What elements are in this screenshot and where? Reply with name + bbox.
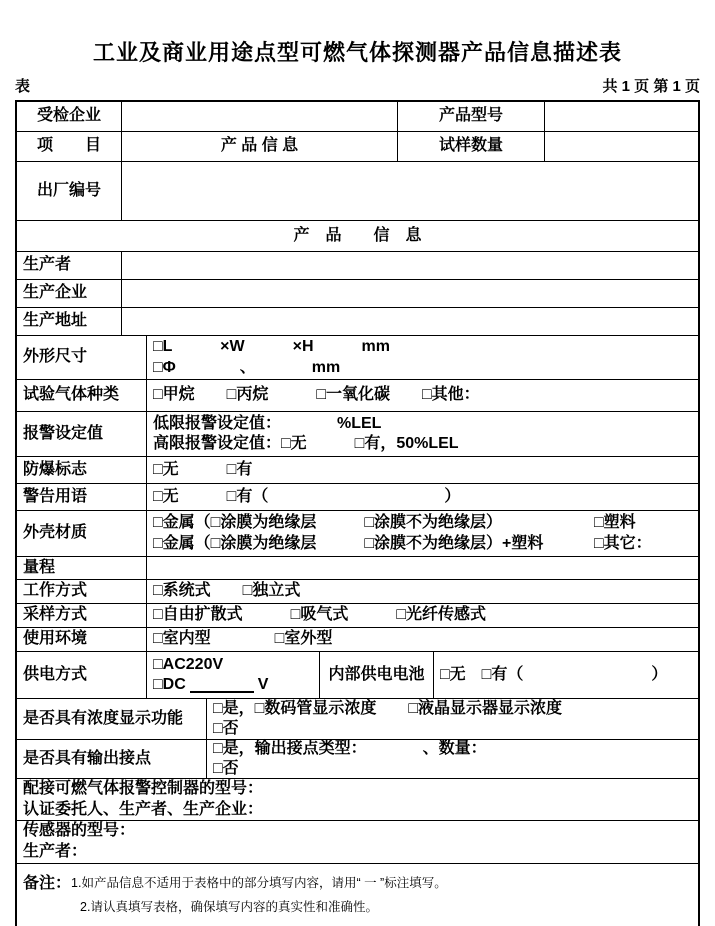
table-row — [17, 162, 698, 221]
alarm-high-limit: 高限报警设定值：□无 □有，50%LEL — [153, 435, 459, 452]
range-value-cell — [147, 557, 698, 579]
internal-battery-label: 内部供电电池 — [320, 652, 434, 698]
sampling-mode-label: 采样方式 — [17, 604, 147, 627]
manufacturer-label: 生产企业 — [17, 280, 122, 307]
shell-material-line2 — [153, 534, 692, 554]
table-row — [17, 132, 698, 162]
power-dc-option — [153, 675, 313, 695]
shell-material-other-option: □其它： — [594, 534, 652, 552]
alarm-setting-options-cell — [147, 412, 698, 456]
test-gas-options-cell — [147, 380, 698, 411]
dimensions-line2: □Φ 、 mm — [153, 358, 341, 376]
table-row — [17, 557, 698, 580]
page-title: 工业及商业用途点型可燃气体探测器产品信息描述表 — [92, 40, 622, 65]
table-row — [17, 699, 698, 740]
dimensions-options-cell — [147, 336, 698, 379]
power-ac-option: □AC220V — [153, 655, 224, 673]
table-row — [17, 380, 698, 412]
table-row — [17, 102, 698, 132]
concentration-display-label: 是否具有浓度显示功能 — [17, 699, 207, 739]
table-row — [17, 511, 698, 557]
product-model-value-cell — [545, 102, 698, 131]
table-row — [17, 864, 698, 926]
output-contact-no-option: □否 — [213, 760, 239, 777]
remarks-label: 备注： — [23, 875, 72, 892]
product-model-label: 产品型号 — [398, 102, 545, 131]
explosion-proof-options: □无 □有 — [153, 460, 253, 478]
table-row — [17, 457, 698, 484]
work-mode-options: □系统式 □独立式 — [153, 582, 301, 600]
concentration-display-no-option: □否 — [213, 720, 239, 737]
manufacturer-value-cell — [122, 280, 698, 307]
sample-qty-value-cell — [545, 132, 698, 161]
power-dc-suffix: V — [257, 676, 269, 693]
table-row — [17, 221, 698, 252]
internal-battery-options: □无 □有（ ） — [440, 665, 668, 683]
table-row — [17, 652, 698, 699]
remarks-note-1: 1.如产品信息不适用于表格中的部分填写内容，请用“ 一 ”标注填写。 — [71, 876, 447, 890]
factory-no-value-cell — [122, 162, 698, 220]
concentration-display-yes-options: □是，□数码管显示浓度 □液晶显示器显示浓度 — [213, 699, 562, 717]
table-row — [17, 628, 698, 652]
controller-parties-label: 认证委托人、生产者、生产企业： — [23, 800, 264, 818]
sampling-mode-options: □自由扩散式 □吸气式 □光纤传感式 — [153, 606, 486, 624]
item-label: 项 目 — [17, 132, 122, 161]
shell-material-metal-plastic-options: □金属（□涂膜为绝缘层 □涂膜不为绝缘层）+塑料 — [153, 534, 544, 552]
address-label: 生产地址 — [17, 308, 122, 335]
factory-no-label: 出厂编号 — [17, 162, 122, 220]
dc-voltage-blank — [190, 678, 254, 693]
warning-text-options: □无 □有（ ） — [153, 487, 461, 505]
sensor-producer-label: 生产者： — [23, 843, 88, 860]
explosion-proof-label: 防爆标志 — [17, 457, 147, 483]
table-row — [17, 740, 698, 779]
alarm-low-limit: 低限报警设定值： %LEL — [153, 414, 382, 432]
dimensions-label: 外形尺寸 — [17, 336, 147, 379]
test-gas-label: 试验气体种类 — [17, 380, 147, 411]
producer-label: 生产者 — [17, 252, 122, 279]
work-mode-options-cell — [147, 580, 698, 603]
producer-value-cell — [122, 252, 698, 279]
sensor-info-cell — [17, 821, 698, 863]
pagination-label: 共 1 页 第 1 页 — [602, 78, 700, 95]
shell-material-line1 — [153, 513, 692, 533]
output-contact-options-cell — [207, 740, 698, 778]
environment-options-cell — [147, 628, 698, 651]
alarm-setting-label: 报警设定值 — [17, 412, 147, 456]
remarks-notes — [71, 870, 447, 920]
test-gas-options: □甲烷 □丙烷 □一氧化碳 □其他： — [153, 386, 480, 404]
output-contact-yes-option: □是，输出接点类型： 、数量： — [213, 739, 487, 757]
controller-model-label: 配接可燃气体报警控制器的型号： — [23, 779, 264, 797]
table-row — [17, 779, 698, 821]
sheet-label: 表 — [15, 78, 31, 95]
table-row — [17, 280, 698, 308]
subtitle-line — [15, 75, 700, 96]
sample-qty-label: 试样数量 — [398, 132, 545, 161]
table-row — [17, 336, 698, 380]
remarks-note-2: 2.请认真填写表格，确保填写内容的真实性和准确性。 — [80, 899, 378, 914]
shell-material-metal-options: □金属（□涂膜为绝缘层 □涂膜不为绝缘层） — [153, 514, 502, 532]
remarks-cell — [17, 864, 698, 926]
sensor-model-label: 传感器的型号： — [23, 822, 136, 840]
work-mode-label: 工作方式 — [17, 580, 147, 603]
internal-battery-options-cell — [434, 652, 698, 698]
address-value-cell — [122, 308, 698, 335]
inspected-company-value-cell — [122, 102, 398, 131]
section-header-product-info: 产 品 信 息 — [293, 226, 422, 244]
shell-material-label: 外壳材质 — [17, 511, 147, 556]
table-row — [17, 252, 698, 280]
sampling-mode-options-cell — [147, 604, 698, 627]
range-label: 量程 — [17, 557, 147, 579]
concentration-display-options-cell — [207, 699, 698, 739]
dimensions-line1: □L ×W ×H mm — [153, 338, 390, 356]
table-row — [17, 821, 698, 864]
product-info-table — [15, 100, 700, 926]
table-row — [17, 580, 698, 604]
power-supply-options-cell — [147, 652, 320, 698]
shell-material-options-cell — [147, 511, 698, 556]
table-row — [17, 308, 698, 336]
power-supply-label: 供电方式 — [17, 652, 147, 698]
table-row — [17, 412, 698, 457]
shell-material-plastic-option: □塑料 — [594, 514, 636, 532]
environment-label: 使用环境 — [17, 628, 147, 651]
table-row — [17, 604, 698, 628]
explosion-proof-options-cell — [147, 457, 698, 483]
environment-options: □室内型 □室外型 — [153, 630, 333, 648]
inspected-company-label: 受检企业 — [17, 102, 122, 131]
controller-info-cell — [17, 779, 698, 820]
output-contact-label: 是否具有输出接点 — [17, 740, 207, 778]
warning-text-options-cell — [147, 484, 698, 510]
product-info-col-label: 产 品 信 息 — [122, 132, 398, 161]
warning-text-label: 警告用语 — [17, 484, 147, 510]
power-dc-prefix: □DC — [153, 676, 186, 693]
table-row — [17, 484, 698, 511]
